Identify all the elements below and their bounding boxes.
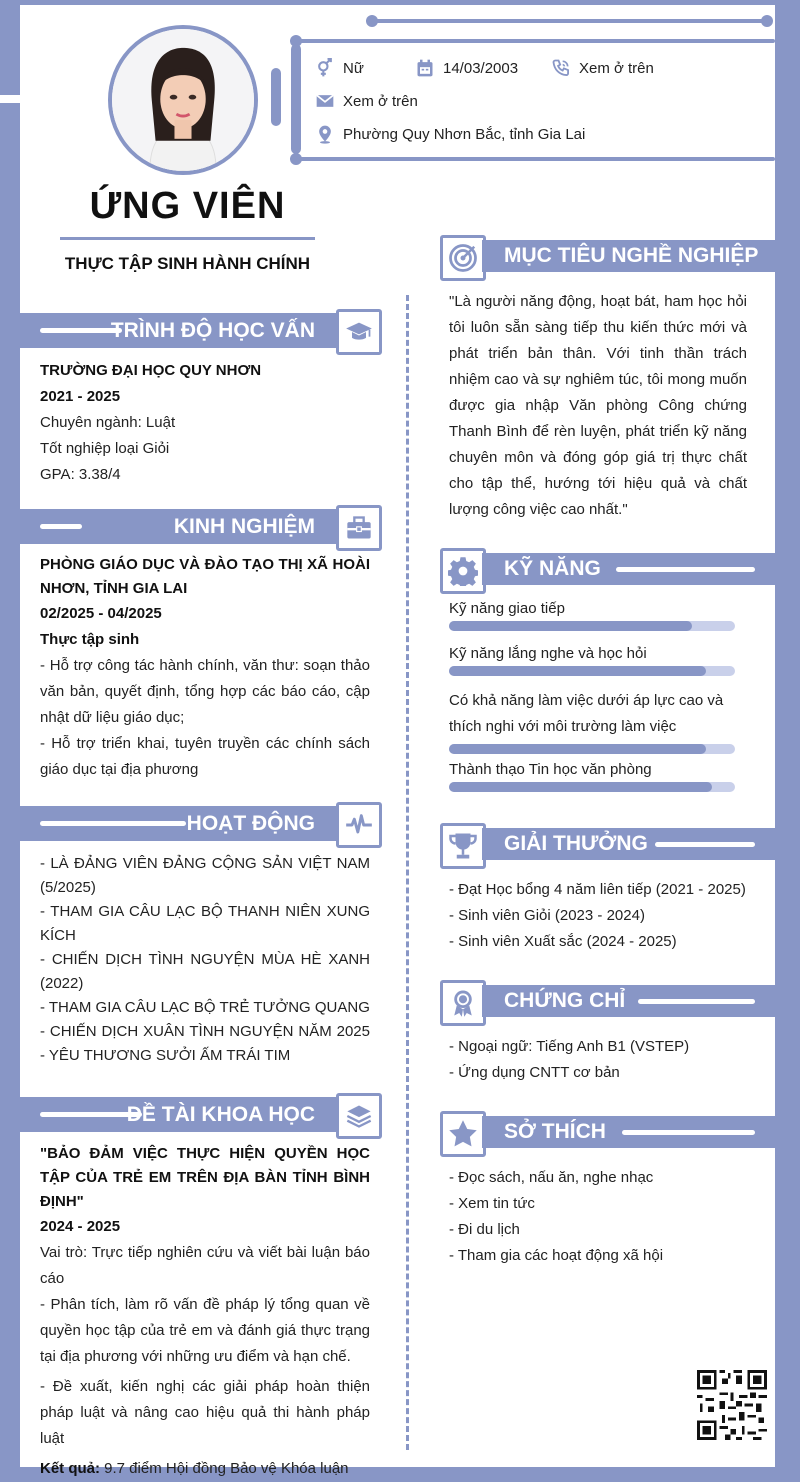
candidate-position: THỰC TẬP SINH HÀNH CHÍNH — [64, 254, 311, 273]
activity-item: - THAM GIA CÂU LẠC BỘ TRẺ TƯỞNG QUANG — [40, 999, 370, 1016]
skills-heading: KỸ NĂNG — [504, 557, 601, 580]
research-line: - Phân tích, làm rõ vấn đề pháp lý tổng quan về quyền học tập của trẻ em và đánh giá thực trạng tại địa phương với những ưu điểm và hạn chế. — [40, 1296, 370, 1365]
hobbies-content — [449, 1165, 754, 1269]
skill-name: Thành thạo Tin học văn phòng — [449, 761, 652, 778]
email-value: Xem ở trên — [343, 92, 418, 110]
experience-task: - Hỗ trợ công tác hành chính, văn thư: soạn thảo văn bản, quyết định, tổng hợp các báo cáo, cập nhật dữ liệu giáo dục; — [40, 657, 370, 726]
dob-info — [415, 58, 518, 78]
layers-icon — [336, 1093, 382, 1139]
hobbies-header — [482, 1116, 775, 1148]
header-line-top — [372, 19, 767, 23]
phone-info — [551, 58, 654, 78]
hobby-item: - Tham gia các hoạt động xã hội — [449, 1247, 664, 1264]
email-info — [315, 91, 418, 111]
objective-header — [482, 240, 775, 272]
experience-role: Thực tập sinh — [40, 631, 140, 648]
activity-item: - LÀ ĐẢNG VIÊN ĐẢNG CỘNG SẢN VIỆT NAM (5/2025) — [40, 855, 370, 896]
hobby-item: - Đi du lịch — [449, 1221, 520, 1238]
skill-item — [449, 688, 754, 754]
activities-heading: HOẠT ĐỘNG — [186, 812, 315, 835]
star-icon — [440, 1111, 486, 1157]
education-heading: TRÌNH ĐỘ HỌC VẤN — [110, 319, 315, 342]
skill-bar — [449, 744, 735, 754]
graduation-cap-icon — [336, 309, 382, 355]
location-icon — [315, 124, 335, 144]
research-header — [20, 1097, 353, 1132]
education-line: GPA: 3.38/4 — [40, 466, 121, 483]
gender-icon — [315, 58, 335, 78]
email-icon — [315, 91, 335, 111]
header-dot — [761, 15, 773, 27]
qr-code — [697, 1370, 767, 1440]
column-divider — [406, 295, 409, 1450]
header-vbar — [271, 68, 281, 126]
objective-text: "Là người năng động, hoạt bát, ham học hỏi tôi luôn sẵn sàng tiếp thu kiến thức mới và phát triển bản thân. Với tinh thần trách nhiệm cao và sự nghiêm túc, tôi mong muốn được gia nhập Văn phòng Công chứng Thanh Bình để rèn luyện, phát triển kỹ năng chuyên môn và đóng góp giá trị thực chất cho tập thể, hướng tới hiệu quả và chất lượng công việc cao nhất." — [449, 293, 747, 518]
name-underline — [60, 237, 315, 240]
header-dot — [366, 15, 378, 27]
experience-header — [20, 509, 353, 544]
education-content — [40, 358, 370, 488]
awards-content — [449, 877, 754, 955]
research-years: 2024 - 2025 — [40, 1218, 121, 1235]
activity-item: - CHIẾN DỊCH TÌNH NGUYỆN MÙA HÈ XANH (2022) — [40, 951, 370, 992]
header-line — [296, 39, 775, 43]
calendar-icon — [415, 58, 435, 78]
skill-item — [449, 600, 754, 631]
hobby-item: - Đọc sách, nấu ăn, nghe nhạc — [449, 1169, 654, 1186]
certificates-heading: CHỨNG CHỈ — [504, 989, 626, 1012]
education-years: 2021 - 2025 — [40, 388, 121, 405]
gender-info — [315, 58, 364, 78]
trophy-icon — [440, 823, 486, 869]
certificate-item: - Ngoại ngữ: Tiếng Anh B1 (VSTEP) — [449, 1038, 690, 1055]
gear-icon — [440, 548, 486, 594]
dob-value: 14/03/2003 — [443, 59, 519, 77]
skill-bar — [449, 666, 735, 676]
research-result — [40, 1456, 370, 1482]
education-header — [20, 313, 353, 348]
medal-icon — [440, 980, 486, 1026]
candidate-name: ỨNG VIÊN — [89, 185, 286, 227]
skill-item — [449, 761, 754, 792]
deco-block — [0, 62, 20, 86]
skill-bar-fill — [449, 666, 706, 676]
phone-icon — [551, 58, 571, 78]
skill-name: Kỹ năng giao tiếp — [449, 600, 565, 617]
research-line: Vai trò: Trực tiếp nghiên cứu và viết bài luận báo cáo — [40, 1244, 370, 1287]
certificate-item: - Ứng dụng CNTT cơ bản — [449, 1064, 620, 1081]
activity-item: - THAM GIA CÂU LẠC BỘ THANH NIÊN XUNG KÍCH — [40, 903, 370, 944]
experience-content — [40, 553, 370, 783]
education-line: Tốt nghiệp loại Giỏi — [40, 440, 170, 457]
skill-bar — [449, 782, 735, 792]
research-content — [40, 1142, 370, 1482]
skill-bar-fill — [449, 744, 706, 754]
research-line: - Đề xuất, kiến nghị các giải pháp hoàn thiện pháp luật và nâng cao hiệu quả thi hành pháp luật — [40, 1378, 370, 1447]
activity-item: - CHIẾN DỊCH XUÂN TÌNH NGUYỆN NĂM 2025 - YÊU THƯƠNG SƯỞI ẤM TRÁI TIM — [40, 1023, 370, 1064]
research-heading: ĐỀ TÀI KHOA HỌC — [126, 1103, 315, 1126]
header-vbar — [291, 44, 301, 154]
skill-item — [449, 645, 754, 676]
pulse-icon — [336, 802, 382, 848]
phone-value: Xem ở trên — [579, 59, 654, 77]
certificates-header — [482, 985, 775, 1017]
award-item: - Sinh viên Giỏi (2023 - 2024) — [449, 907, 645, 924]
skill-name: Có khả năng làm việc dưới áp lực cao và thích nghi với môi trường làm việc — [449, 692, 724, 735]
skill-bar-fill — [449, 621, 692, 631]
skill-bar-fill — [449, 782, 712, 792]
experience-heading: KINH NGHIỆM — [173, 515, 315, 538]
award-item: - Sinh viên Xuất sắc (2024 - 2025) — [449, 933, 677, 950]
awards-heading: GIẢI THƯỞNG — [504, 832, 648, 855]
address-value: Phường Quy Nhơn Bắc, tỉnh Gia Lai — [343, 125, 586, 143]
skill-bar — [449, 621, 735, 631]
awards-header — [482, 828, 775, 860]
education-line: Chuyên ngành: Luật — [40, 414, 176, 431]
avatar — [108, 25, 258, 175]
activities-content — [40, 852, 370, 1068]
target-icon — [440, 235, 486, 281]
research-topic: "BẢO ĐẢM VIỆC THỰC HIỆN QUYỀN HỌC TẬP CỦA TRẺ EM TRÊN ĐỊA BÀN TỈNH BÌNH ĐỊNH" — [40, 1145, 370, 1210]
header-dot — [290, 153, 302, 165]
hobbies-heading: SỞ THÍCH — [504, 1120, 606, 1143]
hobby-item: - Xem tin tức — [449, 1195, 535, 1212]
header-line — [296, 157, 775, 161]
briefcase-icon — [336, 505, 382, 551]
research-result-label: Kết quả: — [40, 1460, 100, 1477]
certificates-content — [449, 1034, 754, 1086]
experience-task: - Hỗ trợ triển khai, tuyên truyền các chính sách giáo dục tại địa phương — [40, 735, 370, 778]
activities-header — [20, 806, 353, 841]
award-item: - Đạt Học bổng 4 năm liên tiếp (2021 - 2025) — [449, 881, 746, 898]
gender-value: Nữ — [343, 59, 364, 77]
skill-name: Kỹ năng lắng nghe và học hỏi — [449, 645, 647, 662]
research-result-value: 9.7 điểm Hội đồng Bảo vệ Khóa luận — [100, 1460, 349, 1477]
skills-header — [482, 553, 775, 585]
experience-period: 02/2025 - 04/2025 — [40, 605, 162, 622]
deco-line — [0, 95, 82, 103]
objective-heading: MỤC TIÊU NGHỀ NGHIỆP — [504, 244, 759, 267]
experience-org: PHÒNG GIÁO DỤC VÀ ĐÀO TẠO THỊ XÃ HOÀI NHƠN, TỈNH GIA LAI — [40, 556, 370, 597]
address-info — [315, 124, 585, 144]
education-school: TRƯỜNG ĐẠI HỌC QUY NHƠN — [40, 362, 262, 379]
